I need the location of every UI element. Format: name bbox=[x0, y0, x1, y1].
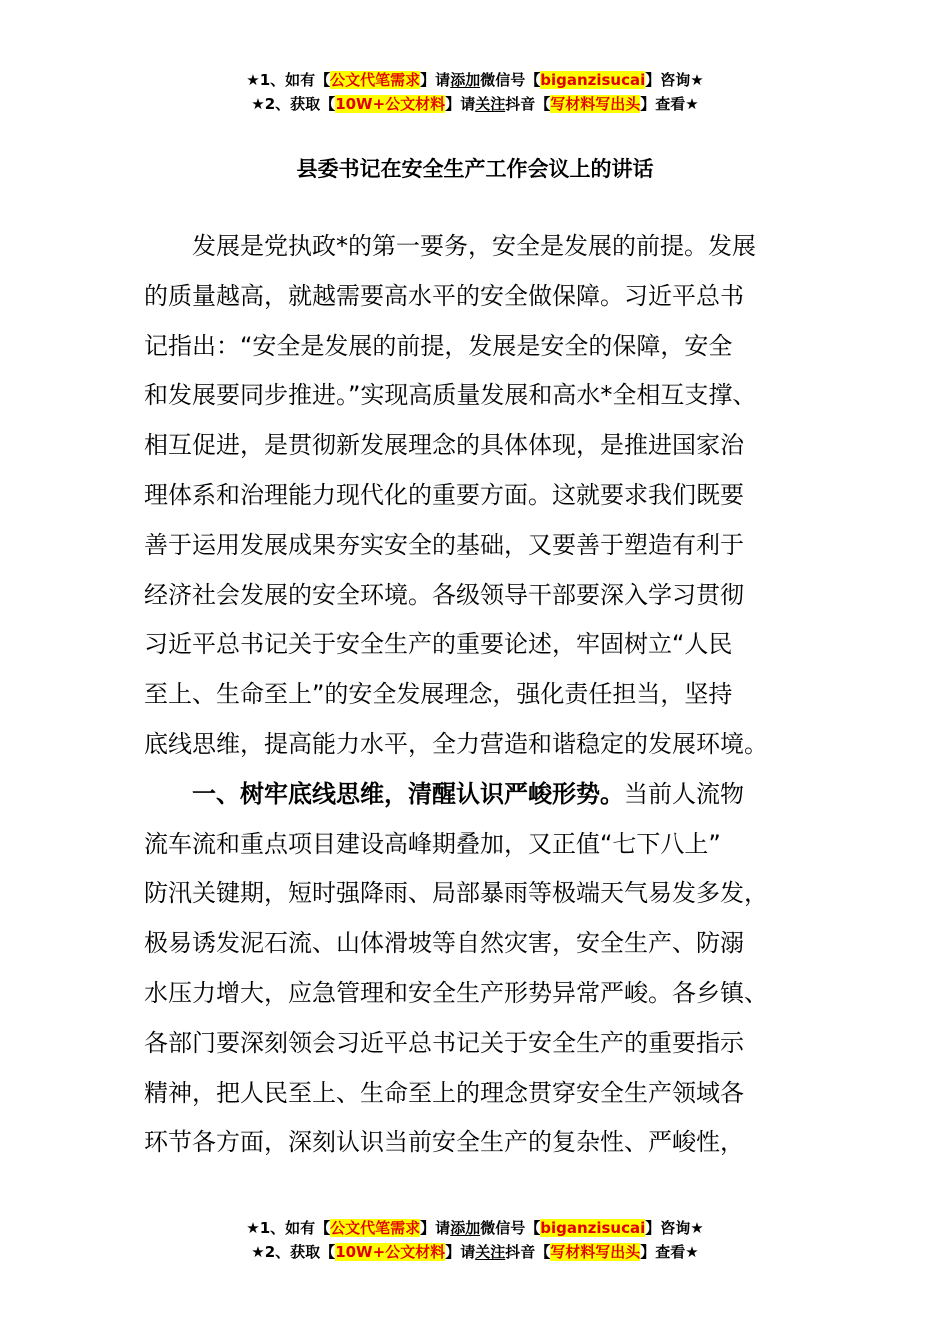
paragraph-line: 发展是党执政*的第一要务，安全是发展的前提。发展 bbox=[192, 232, 756, 260]
paragraph-line: 环节各方面，深刻认识当前安全生产的复杂性、严峻性， bbox=[144, 1128, 744, 1157]
paragraph-line: 精神，把人民至上、生命至上的理念贯穿安全生产领域各 bbox=[144, 1078, 744, 1107]
paragraph-line: 流车流和重点项目建设高峰期叠加，又正值“七下八上” bbox=[144, 829, 721, 858]
highlight-materials: 10W+公文材料 bbox=[335, 1243, 446, 1261]
paragraph-line: 经济社会发展的安全环境。各级领导干部要深入学习贯彻 bbox=[144, 580, 744, 609]
header-promo-banner bbox=[0, 68, 950, 116]
paragraph-line: 习近平总书记关于安全生产的重要论述，牢固树立“人民 bbox=[144, 630, 733, 659]
paragraph-line: 善于运用发展成果夯实安全的基础，又要善于塑造有利于 bbox=[144, 530, 744, 559]
section-heading-line: 一、树牢底线思维，清醒认识严峻形势。当前人流物 bbox=[192, 779, 744, 808]
highlight-douyin: 写材料写出头 bbox=[550, 95, 641, 113]
paragraph-line: 和发展要同步推进。”实现高质量发展和高水*全相互支撑、 bbox=[144, 381, 757, 410]
paragraph-line: 底线思维，提高能力水平，全力营造和谐稳定的发展环境。 bbox=[144, 729, 768, 758]
promo-line-1: ★1、如有【公文代笔需求】请添加微信号【biganzisucai】咨询★ bbox=[246, 71, 704, 89]
promo-line-1: ★1、如有【公文代笔需求】请添加微信号【biganzisucai】咨询★ bbox=[246, 1219, 704, 1237]
promo-line-2: ★2、获取【10W+公文材料】请关注抖音【写材料写出头】查看★ bbox=[251, 95, 699, 113]
paragraph-line: 各部门要深刻领会习近平总书记关于安全生产的重要指示 bbox=[144, 1028, 744, 1057]
document-title: 县委书记在安全生产工作会议上的讲话 bbox=[296, 157, 654, 181]
highlight-service: 公文代笔需求 bbox=[330, 71, 421, 89]
section-heading: 一、树牢底线思维，清醒认识严峻形势。 bbox=[192, 779, 624, 808]
highlight-materials: 10W+公文材料 bbox=[335, 95, 446, 113]
paragraph-line: 相互促进，是贯彻新发展理念的具体体现，是推进国家治 bbox=[144, 431, 744, 460]
highlight-wechat-id: biganzisucai bbox=[540, 1219, 646, 1237]
paragraph-line: 的质量越高，就越需要高水平的安全做保障。习近平总书 bbox=[144, 281, 744, 310]
paragraph-line: 理体系和治理能力现代化的重要方面。这就要求我们既要 bbox=[144, 480, 744, 509]
footer-promo-banner bbox=[0, 1216, 950, 1264]
highlight-wechat-id: biganzisucai bbox=[540, 71, 646, 89]
paragraph-line: 防汛关键期，短时强降雨、局部暴雨等极端天气易发多发， bbox=[144, 879, 768, 908]
document-body bbox=[144, 224, 814, 1170]
promo-line-2: ★2、获取【10W+公文材料】请关注抖音【写材料写出头】查看★ bbox=[251, 1243, 699, 1261]
paragraph-line: 极易诱发泥石流、山体滑坡等自然灾害，安全生产、防溺 bbox=[144, 929, 744, 958]
paragraph-line: 水压力增大，应急管理和安全生产形势异常严峻。各乡镇、 bbox=[144, 978, 768, 1007]
highlight-douyin: 写材料写出头 bbox=[550, 1243, 641, 1261]
paragraph-line: 至上、生命至上”的安全发展理念，强化责任担当，坚持 bbox=[144, 680, 733, 709]
highlight-service: 公文代笔需求 bbox=[330, 1219, 421, 1237]
paragraph-line: 记指出：“安全是发展的前提，发展是安全的保障，安全 bbox=[144, 331, 733, 360]
